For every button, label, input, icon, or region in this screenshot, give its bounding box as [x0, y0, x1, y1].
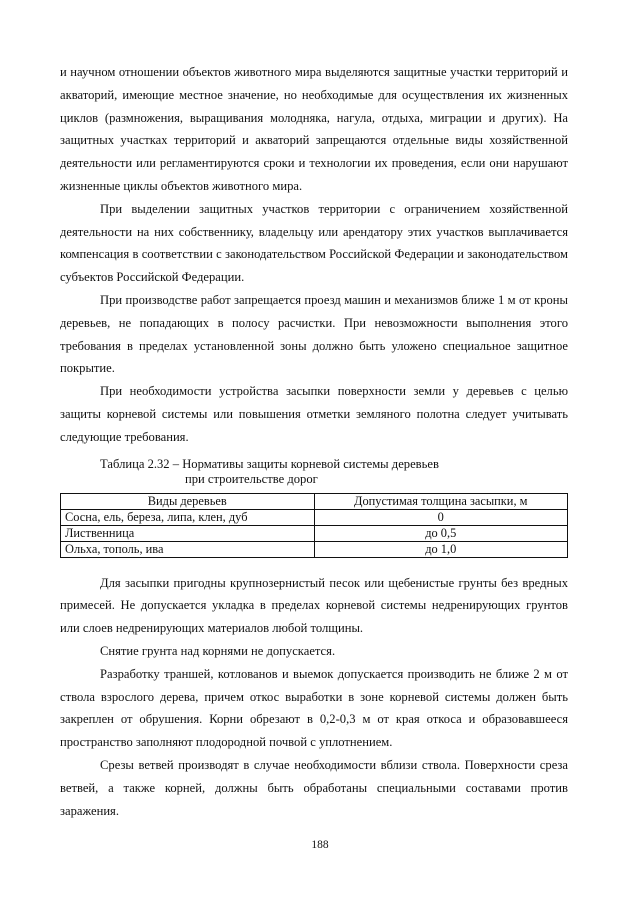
table-row: [61, 525, 568, 541]
table-cell: Сосна, ель, береза, липа, клен, дуб: [61, 509, 315, 525]
table-cell: Ольха, тополь, ива: [61, 541, 315, 557]
paragraph: При выделении защитных участков территории с ограничением хозяйственной деятельности на них собственнику, владельцу или арендатору этих участков выплачивается компенсация в соответствии с законодательством Российской Федерации и законодательством субъектов Российской Федерации.: [60, 201, 568, 285]
table-caption-line2: при строительстве дорог: [185, 471, 318, 486]
norms-table: [60, 493, 568, 558]
table-row: [61, 509, 568, 525]
document-page: [60, 61, 568, 822]
paragraph: Срезы ветвей производят в случае необходимости вблизи ствола. Поверхности среза ветвей, а также корней, должны быть обработаны специальными составами против заражения.: [60, 757, 568, 818]
column-header: Виды деревьев: [61, 493, 315, 509]
table-cell: Лиственница: [61, 525, 315, 541]
table-cell: 0: [314, 509, 568, 525]
paragraph: При необходимости устройства засыпки поверхности земли у деревьев с целью защиты корневой системы или повышения отметки земляного полотна следует учитывать следующие требования.: [60, 384, 568, 444]
paragraph: Снятие грунта над корнями не допускается.: [100, 643, 336, 658]
table-header-row: [61, 493, 568, 509]
paragraph: и научном отношении объектов животного мира выделяются защитные участки территорий и акваторий, имеющие местное значение, но необходимые для осуществления их жизненных циклов (размножения, выращивания молодняка, нагула, отдыха, миграции и других). На защитных участках территорий и акваторий запрещаются отдельные виды хозяйственной деятельности или регламентируются сроки и технологии их проведения, если они нарушают жизненные циклы объектов животного мира.: [60, 65, 568, 193]
table-caption-line1: Таблица 2.32 – Нормативы защиты корневой системы деревьев: [100, 456, 439, 471]
table-row: [61, 541, 568, 557]
paragraph: При производстве работ запрещается проезд машин и механизмов ближе 1 м от кроны деревьев, не попадающих в полосу расчистки. При невозможности выполнения этого требования в пределах установленной зоны должно быть уложено специальное защитное покрытие.: [60, 292, 568, 376]
paragraph: Для засыпки пригодны крупнозернистый песок или щебенистые грунты без вредных примесей. Не допускается укладка в пределах корневой системы недренирующих грунтов или слоев недренирующих материалов любой толщины.: [60, 575, 568, 636]
column-header: Допустимая толщина засыпки, м: [314, 493, 568, 509]
table-cell: до 0,5: [314, 525, 568, 541]
page-number: 188: [311, 839, 329, 851]
table-caption: [60, 457, 568, 487]
paragraph: Разработку траншей, котлованов и выемок допускается производить не ближе 2 м от ствола взрослого дерева, причем откос выработки в зоне корневой системы должен быть закреплен от обрушения. Корни обрезают в 0,2-0,3 м от края откоса и образовавшееся пространство заполняют плодородной почвой с уплотнением.: [60, 666, 568, 750]
table-cell: до 1,0: [314, 541, 568, 557]
